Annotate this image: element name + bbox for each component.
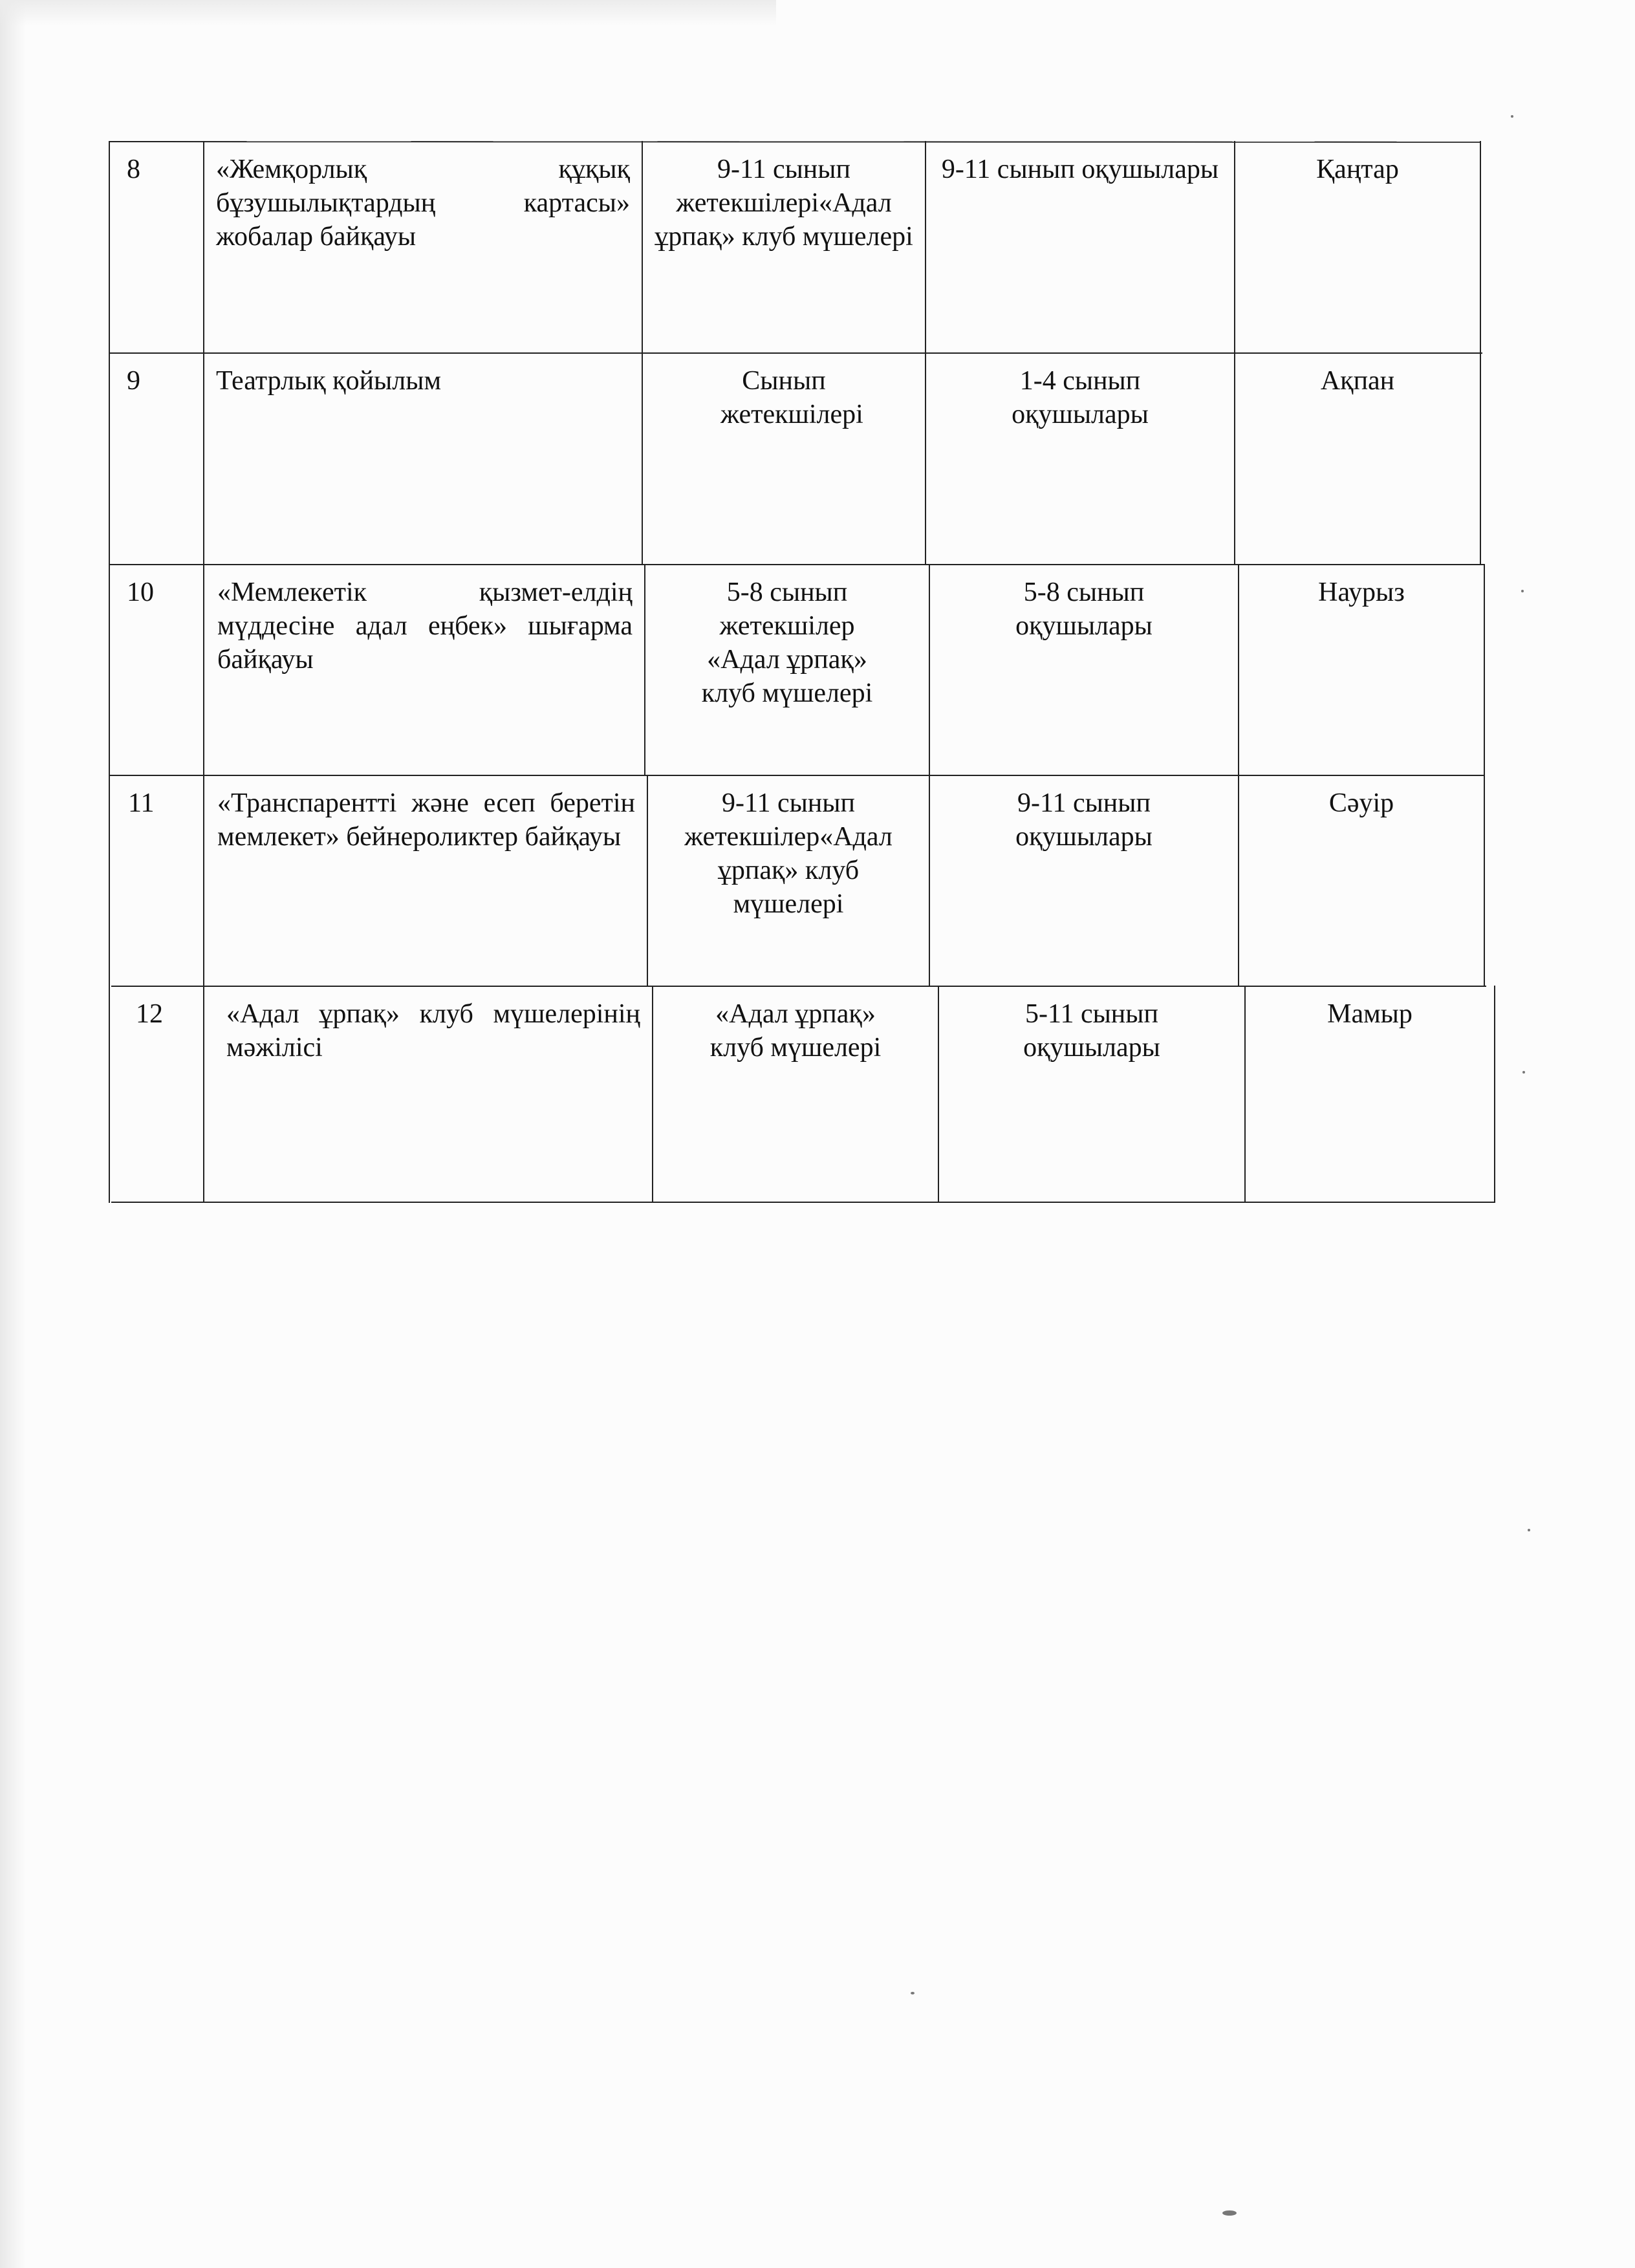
month-cell: Сәуір xyxy=(1328,788,1394,818)
event-cell: Театрлық қойылым xyxy=(216,366,442,396)
month-cell: Мамыр xyxy=(1327,999,1413,1029)
responsible-cell: 9-11 сынып жетекшілері«Адал ұрпақ» клуб мүшелері xyxy=(655,155,913,252)
month-cell: Ақпан xyxy=(1320,366,1395,396)
event-cell: «Адал ұрпақ» клуб мүшелерінің мәжілісі xyxy=(226,999,640,1063)
event-cell: «Мемлекетік қызмет-елдің мүддесіне адал еңбек» шығарма байқауы xyxy=(217,578,633,675)
participants-cell: 5-8 сынып оқушылары xyxy=(1015,578,1153,641)
row-number-cell: 9 xyxy=(127,366,140,396)
participants-cell: 9-11 сынып оқушылары xyxy=(1015,788,1153,852)
table-border-bottom xyxy=(111,1202,1495,1203)
scan-speck xyxy=(1521,590,1524,592)
responsible-cell: Сынып жетекшілері xyxy=(720,366,863,429)
row-number-cell: 12 xyxy=(136,999,163,1029)
table-border-right xyxy=(1484,564,1485,986)
responsible-cell: 5-8 сынып жетекшілер «Адал ұрпақ» клуб мүшелері xyxy=(701,578,873,708)
table-border-right xyxy=(1480,141,1481,564)
row-number-cell: 10 xyxy=(127,578,154,607)
scan-speck xyxy=(911,1992,915,1994)
event-cell: «Транспарентті және есеп беретін мемлекет» бейнероликтер байқауы xyxy=(217,788,635,852)
month-cell: Наурыз xyxy=(1318,578,1405,607)
responsible-cell: «Адал ұрпақ» клуб мүшелері xyxy=(709,999,882,1063)
month-cell: Қаңтар xyxy=(1316,155,1399,184)
row-number-cell: 8 xyxy=(127,155,140,184)
responsible-cell: 9-11 сынып жетекшілер«Адал ұрпақ» клуб мүшелері xyxy=(684,788,893,919)
table-border-right xyxy=(1494,986,1495,1203)
scan-speck xyxy=(1528,1529,1530,1531)
event-cell: «Жемқорлық құқық бұзушылықтардың картасы» жобалар байқауы xyxy=(216,155,630,252)
scan-speck xyxy=(1522,1071,1525,1074)
participants-cell: 9-11 сынып оқушылары xyxy=(941,155,1219,184)
scan-speck xyxy=(1222,2210,1237,2216)
scan-speck xyxy=(1511,115,1513,118)
row-number-cell: 11 xyxy=(128,788,155,818)
participants-cell: 1-4 сынып оқушылары xyxy=(1012,366,1149,429)
participants-cell: 5-11 сынып оқушылары xyxy=(1023,999,1160,1063)
